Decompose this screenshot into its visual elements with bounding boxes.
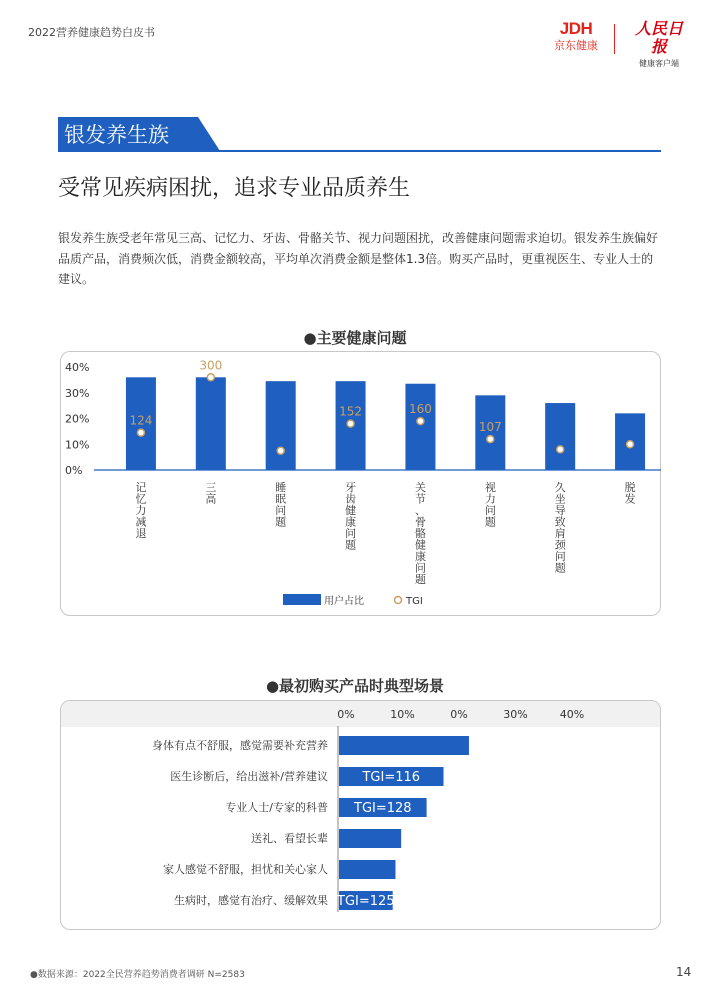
- category-label: 家人感觉不舒服，担忧和关心家人: [163, 863, 328, 876]
- y-tick-label: 10%: [65, 438, 90, 452]
- legend-swatch-tgi: [395, 597, 402, 604]
- tgi-marker: [207, 374, 214, 381]
- category-label: 久坐导致肩颈问题: [554, 481, 566, 575]
- category-label: 生病时，感觉有治疗、缓解效果: [174, 894, 328, 907]
- tgi-label: 160: [408, 402, 432, 417]
- category-label: 关节、骨骼健康问题: [414, 481, 426, 586]
- x-tick-label: 40%: [559, 708, 585, 721]
- category-label: 牙齿健康问题: [345, 481, 357, 552]
- bar-label: TGI=125: [337, 894, 395, 909]
- x-tick-label: 30%: [503, 708, 528, 721]
- bar-label: TGI=128: [354, 801, 412, 816]
- peoples-daily-logo-mark: 人民日报: [634, 19, 683, 56]
- tgi-label: 300: [199, 358, 223, 373]
- page-number: 14: [676, 965, 692, 979]
- document-title: 2022营养健康趋势白皮书: [28, 26, 155, 39]
- jdh-logo: [548, 20, 604, 53]
- y-tick-label: 0%: [65, 464, 83, 477]
- tgi-marker: [557, 446, 564, 453]
- legend-swatch-bar: [283, 594, 321, 605]
- tgi-label: 152: [339, 404, 363, 419]
- section-tag: [58, 117, 228, 151]
- category-label: 脱发: [624, 481, 636, 506]
- bar: [266, 381, 296, 470]
- category-label: 记忆力减退: [135, 481, 147, 540]
- y-tick-label: 20%: [65, 412, 90, 426]
- bar: [339, 829, 401, 848]
- bar: [339, 860, 396, 879]
- bar: [196, 377, 226, 470]
- chart2-title: ●最初购买产品时典型场景: [265, 677, 445, 695]
- tgi-marker: [347, 420, 354, 427]
- category-label: 三高: [205, 481, 217, 506]
- bar: [405, 384, 435, 470]
- purchase-scenario-chart: [60, 700, 661, 930]
- x-tick-label: 10%: [390, 708, 415, 721]
- peoples-daily-logo-text: 健康客户端: [639, 59, 679, 68]
- y-tick-label: 40%: [65, 361, 90, 374]
- tgi-marker: [487, 436, 494, 443]
- category-label: 睡眠问题: [275, 481, 287, 529]
- x-tick-label: 0%: [450, 708, 468, 721]
- category-label: 视力问题: [484, 481, 496, 529]
- legend-label: TGI: [406, 596, 423, 607]
- data-source-note: ●数据来源：2022全民营养趋势消费者调研 N=2583: [30, 970, 245, 980]
- tgi-marker: [277, 447, 284, 454]
- logo-divider: [614, 24, 615, 54]
- tgi-label: 107: [478, 420, 502, 435]
- jdh-logo-text: 京东健康: [554, 39, 598, 52]
- y-tick-label: 30%: [65, 386, 90, 400]
- intro-paragraph: 银发养生族受老年常见三高、记忆力、牙齿、骨骼关节、视力问题困扰，改善健康问题需求迫切。银发养生族偏好品质产品，消费频次低，消费金额较高，平均单次消费金额是整体1.3倍。购买产品时，更重视医生、专业人士的建议。: [58, 231, 659, 286]
- legend-label: 用户占比: [324, 596, 364, 607]
- peoples-daily-logo: [628, 20, 690, 70]
- category-label: 身体有点不舒服，感觉需要补充营养: [152, 739, 328, 752]
- tgi-label: 124: [129, 413, 153, 428]
- bar: [545, 403, 575, 470]
- section-subtitle: 受常见疾病困扰，追求专业品质养生: [58, 176, 411, 201]
- jdh-logo-mark: JDH: [559, 19, 593, 38]
- section-rule: [58, 150, 661, 152]
- tgi-marker: [627, 441, 634, 448]
- category-label: 医生诊断后，给出滋补/营养建议: [170, 770, 328, 783]
- category-label: 送礼、看望长辈: [251, 832, 328, 845]
- health-issues-chart: [60, 351, 661, 616]
- bar: [339, 736, 469, 755]
- chart1-title: ●主要健康问题: [303, 329, 407, 347]
- x-tick-label: 0%: [337, 708, 355, 721]
- section-tag-label: 银发养生族: [64, 123, 169, 147]
- tgi-marker: [417, 418, 424, 425]
- bar-label: TGI=116: [362, 770, 421, 785]
- tgi-marker: [137, 429, 144, 436]
- category-label: 专业人士/专家的科普: [225, 801, 328, 814]
